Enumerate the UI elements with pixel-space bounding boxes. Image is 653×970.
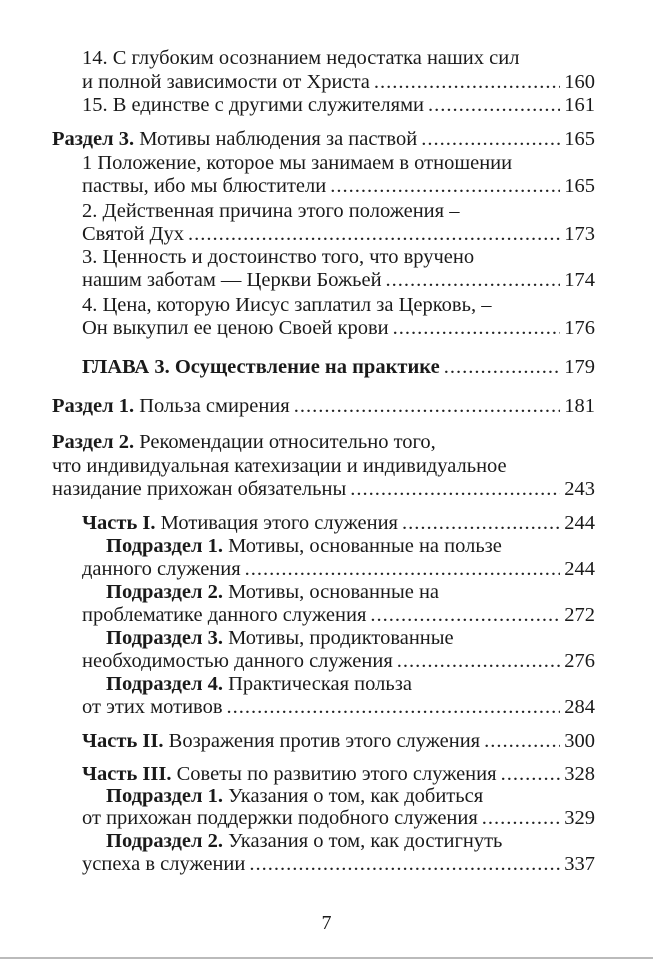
toc-entry-text: от прихожан поддержки подобного служения (82, 807, 478, 829)
toc-part-1[interactable] (82, 511, 595, 535)
toc-entry-text: 15. В единстве с другими служителями (82, 94, 425, 116)
toc-entry-text: Советы по развитию этого служения (176, 763, 497, 785)
chapter-title: ГЛАВА 3. Осуществление на практике (82, 356, 440, 378)
page-number: 244 (564, 558, 595, 580)
section-label: Раздел 2. (52, 431, 135, 453)
page-number: 284 (564, 696, 595, 718)
toc-entry-text: проблематике данного служения (82, 604, 367, 626)
section-label: Раздел 3. (52, 128, 135, 150)
section-label: Раздел 1. (52, 395, 135, 417)
toc-subsection-1-1-line1: Подраздел 1. Мотивы, основанные на пользе (106, 535, 502, 557)
dot-leader (444, 355, 561, 379)
toc-section-2-line2: что индивидуальная катехизации и индивидуальное (52, 455, 507, 477)
subsection-label: Подраздел 2. (106, 581, 223, 603)
toc-section-2-line1: Раздел 2. Рекомендации относительно того, (52, 431, 436, 453)
toc-entry-text: необходимостью данного служения (82, 650, 393, 672)
subsection-label: Подраздел 3. (106, 627, 223, 649)
dot-leader (428, 93, 560, 117)
dot-leader (397, 649, 561, 673)
page-number: 173 (564, 223, 595, 245)
toc-subsection-1-2[interactable] (82, 603, 595, 627)
toc-section-3[interactable] (52, 127, 595, 151)
part-label: Часть I. (82, 512, 156, 534)
page-folio-number: 7 (321, 912, 332, 934)
toc-subsection-3-1[interactable] (82, 806, 595, 830)
toc-entry-text: нашим заботам — Церкви Божьей (82, 269, 382, 291)
toc-entry-text: успеха в служении (82, 853, 246, 875)
dot-leader (484, 729, 560, 753)
toc-entry-text: данного служения (82, 558, 241, 580)
toc-entry-text: и полной зависимости от Христа (82, 71, 370, 93)
dot-leader (330, 174, 560, 198)
toc-entry-text: Мотивация этого служения (160, 512, 398, 534)
toc-entry-text: от этих мотивов (82, 696, 223, 718)
toc-entry-14[interactable] (82, 70, 595, 94)
dot-leader (370, 603, 560, 627)
page-number: 276 (564, 650, 595, 672)
toc-subsection-3-1-line1: Подраздел 1. Указания о том, как добиться (106, 785, 484, 807)
toc-chapter-3[interactable] (82, 355, 595, 379)
dot-leader (421, 127, 560, 151)
toc-subsection-3-2-line1: Подраздел 2. Указания о том, как достигнуть (106, 830, 503, 852)
page-number: 160 (564, 71, 595, 93)
toc-entry-3-4-line1: 4. Цена, которую Иисус заплатил за Церковь, – (82, 294, 492, 316)
subsection-label: Подраздел 1. (106, 785, 223, 807)
page-number: 174 (564, 269, 595, 291)
part-label: Часть III. (82, 763, 172, 785)
toc-entry-3-1-line1: 1 Положение, которое мы занимаем в отношении (82, 152, 513, 174)
toc-subsection-1-3-line1: Подраздел 3. Мотивы, продиктованные (106, 627, 454, 649)
dot-leader (374, 70, 560, 94)
toc-entry-text: Святой Дух (82, 223, 185, 245)
dot-leader (188, 222, 560, 246)
toc-entry-3-2-line1: 2. Действенная причина этого положения – (82, 200, 460, 222)
dot-leader (402, 511, 560, 535)
page-number: 272 (564, 604, 595, 626)
page-number: 181 (564, 395, 595, 417)
toc-entry-3-3-line1: 3. Ценность и достоинство того, что вручено (82, 246, 475, 268)
toc-section-1[interactable] (52, 394, 595, 418)
toc-entry-14-line1: 14. С глубоким осознанием недостатка наших сил (82, 47, 520, 69)
dot-leader (249, 852, 560, 876)
page-number: 328 (564, 763, 595, 785)
page-number: 165 (564, 175, 595, 197)
toc-subsection-1-4-line1: Подраздел 4. Практическая польза (106, 673, 412, 695)
toc-entry-text: Возражения против этого служения (168, 730, 481, 752)
page-number: 244 (564, 512, 595, 534)
page-number: 165 (564, 128, 595, 150)
scan-edge-line (0, 957, 653, 959)
page-number: 243 (564, 478, 595, 500)
toc-entry-3-4[interactable] (82, 316, 595, 340)
toc-entry-3-3[interactable] (82, 268, 595, 292)
toc-subsection-1-4[interactable] (82, 695, 595, 719)
dot-leader (245, 557, 561, 581)
dot-leader (386, 268, 561, 292)
toc-entry-text: Польза смирения (139, 395, 290, 417)
toc-subsection-1-3[interactable] (82, 649, 595, 673)
dot-leader (350, 477, 560, 501)
toc-subsection-1-2-line1: Подраздел 2. Мотивы, основанные на (106, 581, 440, 603)
toc-entry-text: Он выкупил ее ценою Своей крови (82, 317, 389, 339)
toc-entry-15[interactable] (82, 93, 595, 117)
page-number: 176 (564, 317, 595, 339)
toc-entry-text: Мотивы наблюдения за паствой (139, 128, 418, 150)
page-number: 300 (564, 730, 595, 752)
subsection-label: Подраздел 1. (106, 535, 223, 557)
dot-leader (227, 695, 561, 719)
page-number: 161 (564, 94, 595, 116)
toc-section-2[interactable] (52, 477, 595, 501)
dot-leader (393, 316, 561, 340)
toc-entry-3-1[interactable] (82, 174, 595, 198)
toc-part-3[interactable] (82, 762, 595, 786)
part-label: Часть II. (82, 730, 164, 752)
page-number: 179 (564, 356, 595, 378)
subsection-label: Подраздел 2. (106, 830, 223, 852)
subsection-label: Подраздел 4. (106, 673, 223, 695)
dot-leader (501, 762, 561, 786)
page-number: 337 (564, 853, 595, 875)
toc-part-2[interactable] (82, 729, 595, 753)
dot-leader (482, 806, 560, 830)
page-number: 329 (564, 807, 595, 829)
toc-entry-text: назидание прихожан обязательны (52, 478, 347, 500)
toc-entry-text: паствы, ибо мы блюстители (82, 175, 327, 197)
toc-subsection-3-2[interactable] (82, 852, 595, 876)
toc-subsection-1-1[interactable] (82, 557, 595, 581)
dot-leader (294, 394, 561, 418)
toc-entry-3-2[interactable] (82, 222, 595, 246)
